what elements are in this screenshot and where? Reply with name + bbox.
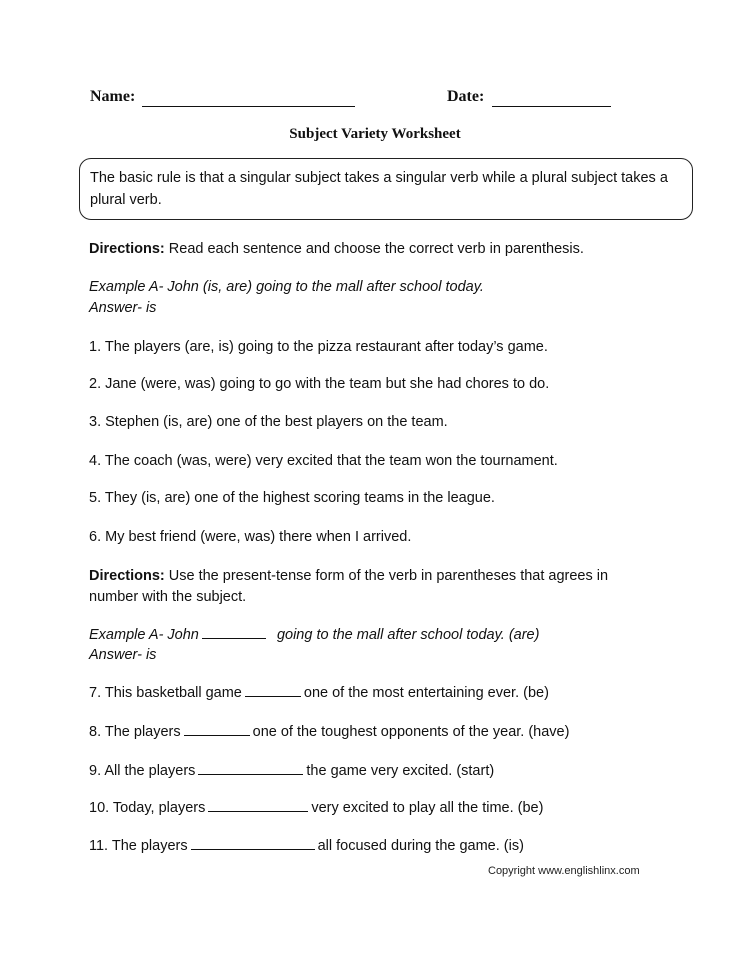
answer-blank[interactable] (208, 797, 308, 812)
sentence-after: all focused during the game. (is) (317, 838, 524, 854)
sentence-after: very excited to play all the time. (be) (311, 800, 544, 816)
sentence-6: 6. My best friend (were, was) there when I arrived. (89, 529, 412, 545)
sentence-10 (89, 797, 543, 819)
example-blank (202, 624, 266, 639)
sentence-before: 11. The players (89, 838, 188, 854)
sentence-8 (89, 721, 569, 743)
answer-2: Answer- is (89, 647, 157, 663)
answer-1: Answer- is (89, 300, 157, 316)
sentence-before: 8. The players (89, 724, 181, 740)
sentence-1: 1. The players (are, is) going to the pizza restaurant after today’s game. (89, 339, 548, 355)
sentence-9 (89, 760, 494, 782)
header-row (90, 88, 630, 112)
example-a-1: Example A- John (is, are) going to the mall after school today. (89, 279, 484, 295)
example-before: Example A- John (89, 627, 199, 643)
example-after: going to the mall after school today. (are) (276, 627, 540, 643)
date-blank[interactable] (492, 106, 611, 107)
answer-blank[interactable] (245, 682, 301, 697)
answer-blank[interactable] (184, 721, 250, 736)
example-a-2 (89, 624, 539, 646)
directions-label: Directions: (89, 568, 165, 584)
copyright-footer: Copyright www.englishlinx.com (488, 865, 640, 877)
directions-2-cont: number with the subject. (89, 589, 247, 605)
sentence-after: the game very excited. (start) (306, 763, 495, 779)
sentence-5: 5. They (is, are) one of the highest scoring teams in the league. (89, 490, 495, 506)
sentence-before: 7. This basketball game (89, 685, 242, 701)
sentence-2: 2. Jane (were, was) going to go with the team but she had chores to do. (89, 376, 550, 392)
sentence-after: one of the toughest opponents of the year. (have) (252, 724, 570, 740)
worksheet-title: Subject Variety Worksheet (289, 126, 461, 142)
name-blank[interactable] (142, 106, 355, 107)
date-label: Date: (447, 88, 485, 105)
answer-blank[interactable] (198, 760, 303, 775)
sentence-4: 4. The coach (was, were) very excited that the team won the tournament. (89, 453, 558, 469)
directions-2 (89, 566, 608, 587)
name-label: Name: (90, 88, 136, 105)
sentence-before: 10. Today, players (89, 800, 206, 816)
sentence-7 (89, 682, 549, 704)
sentence-after: one of the most entertaining ever. (be) (303, 685, 549, 701)
directions-label: Directions: (89, 241, 165, 257)
directions-1 (89, 239, 584, 260)
directions-text: Use the present-tense form of the verb in parentheses that agrees in (164, 568, 609, 584)
answer-blank[interactable] (191, 835, 315, 850)
directions-text: Read each sentence and choose the correct verb in parenthesis. (164, 241, 584, 257)
rule-box: The basic rule is that a singular subject takes a singular verb while a plural subject takes a plural verb. (79, 158, 693, 220)
sentence-before: 9. All the players (89, 763, 196, 779)
sentence-3: 3. Stephen (is, are) one of the best players on the team. (89, 414, 448, 430)
sentence-11 (89, 835, 524, 857)
